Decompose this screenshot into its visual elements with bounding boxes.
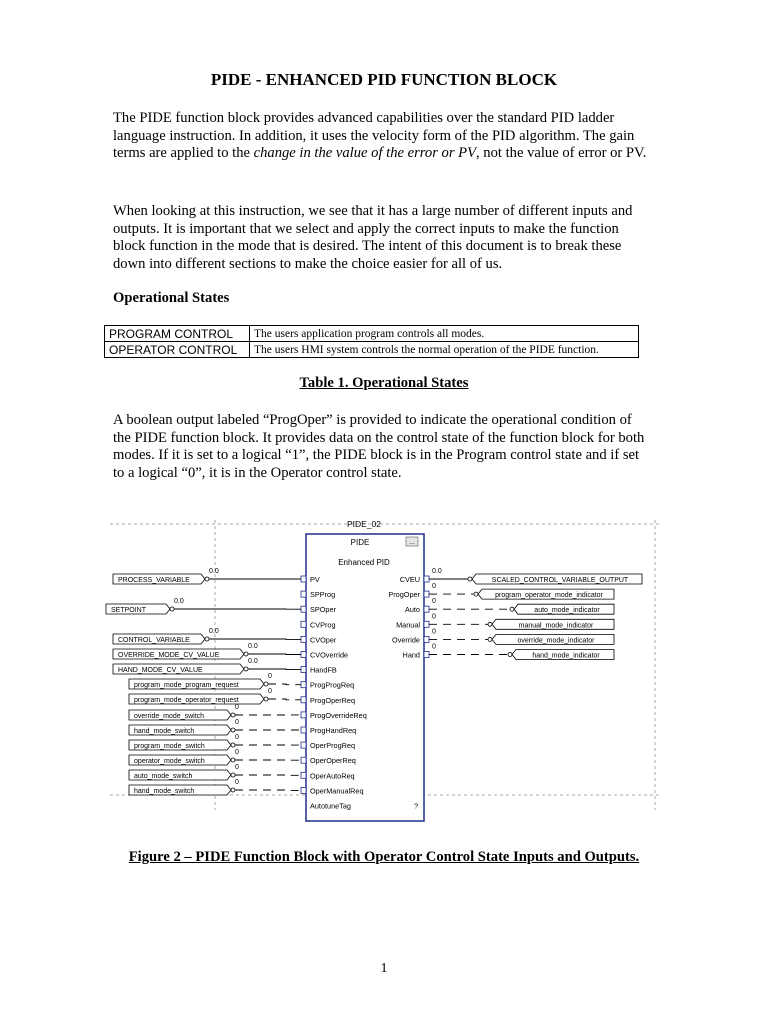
input-tag-value: 0 — [235, 734, 239, 741]
input-tag-value: 0 — [235, 779, 239, 786]
connector-dot — [244, 652, 248, 656]
output-tag-value: 0 — [432, 628, 436, 636]
connector-dot — [244, 667, 248, 671]
input-pin-label: CVOverride — [310, 650, 349, 660]
input-pin-label: ProgOperReq — [310, 695, 356, 705]
input-pin-marker — [301, 591, 306, 597]
output-tag-label: override_mode_indicator — [517, 637, 595, 645]
output-pin-marker — [424, 636, 429, 642]
input-tag-value: 0.0 — [209, 628, 219, 635]
input-pin-label: ProgOverrideReq — [310, 710, 367, 720]
output-tag-label: auto_mode_indicator — [534, 607, 600, 615]
input-tag-label: program_mode_program_request — [134, 682, 239, 689]
description-cell: The users HMI system controls the normal operation of the PIDE function. — [250, 342, 639, 358]
input-pin-marker — [301, 606, 306, 612]
input-tag-value: 0 — [235, 764, 239, 771]
input-tag-label: program_mode_operator_request — [134, 697, 239, 704]
input-tag-label: operator_mode_switch — [134, 758, 205, 765]
input-pin-label: AutotuneTag — [310, 801, 351, 811]
output-tag-label: hand_mode_indicator — [532, 652, 600, 660]
input-tag-label: hand_mode_switch — [134, 788, 195, 795]
connector-dot — [264, 682, 268, 686]
state-cell: PROGRAM CONTROL — [105, 326, 250, 342]
connector-dot — [264, 697, 268, 701]
input-pin-marker — [301, 757, 306, 763]
input-pin-label: HandFB — [310, 665, 337, 675]
output-tag-value: 0.0 — [432, 568, 442, 575]
section-heading: Operational States — [113, 290, 230, 306]
input-pin-label: PV — [310, 575, 320, 584]
input-tag-value: 0.0 — [248, 643, 258, 650]
input-pin-marker — [301, 636, 306, 642]
output-tag-value: 0 — [432, 583, 436, 591]
page-number: 1 — [380, 961, 388, 976]
output-pin-label: Auto — [404, 605, 420, 615]
state-cell: OPERATOR CONTROL — [105, 342, 250, 358]
connector-dot — [231, 743, 235, 747]
connector-dot — [231, 758, 235, 762]
document-title: PIDE - ENHANCED PID FUNCTION BLOCK — [210, 70, 558, 89]
intro-paragraph — [113, 110, 653, 163]
output-pin-marker — [424, 606, 429, 612]
connector-dot — [231, 728, 235, 732]
output-pin-marker — [424, 576, 429, 582]
pide-block-diagram — [0, 510, 768, 840]
input-tag-value: 0 — [235, 704, 239, 711]
output-pin-marker — [424, 652, 429, 658]
output-pin-label: Manual — [396, 620, 420, 630]
output-pin-marker — [424, 591, 429, 597]
input-pin-marker — [301, 652, 306, 658]
input-pin-label: CVProg — [310, 620, 336, 630]
autotune-value: ? — [413, 801, 418, 811]
input-pin-marker — [301, 621, 306, 627]
connector-dot — [205, 637, 209, 641]
input-pin-label: SPOper — [310, 605, 336, 615]
input-pin-label: ProgHandReq — [310, 726, 357, 735]
output-tag-label: program_operator_mode_indicator — [495, 592, 603, 600]
input-tag-value: 0.0 — [209, 568, 219, 575]
input-pin-marker — [301, 727, 306, 733]
figure-caption: Figure 2 – PIDE Function Block with Operator Control State Inputs and Outputs. — [128, 849, 640, 865]
connector-dot — [231, 713, 235, 717]
input-pin-marker — [301, 667, 306, 673]
input-pin-label: OperProgReq — [310, 741, 356, 751]
input-tag-value: 0.0 — [248, 658, 258, 665]
input-pin-marker — [301, 682, 306, 688]
input-pin-marker — [301, 697, 306, 703]
input-pin-marker — [301, 712, 306, 718]
input-tag-label: hand_mode_switch — [134, 728, 195, 735]
output-tag-label: manual_mode_indicator — [518, 622, 594, 630]
output-tag-value: 0 — [432, 613, 436, 621]
input-tag-value: 0 — [268, 688, 272, 695]
connector-dot — [468, 577, 472, 581]
block-type: PIDE — [350, 538, 370, 547]
connector-dot — [231, 788, 235, 792]
output-pin-label: Override — [392, 635, 420, 645]
connector-dot — [205, 577, 209, 581]
input-tag-value: 0 — [235, 749, 239, 756]
input-tag-label: SETPOINT — [111, 607, 147, 614]
input-pin-marker — [301, 787, 306, 793]
input-tag-value: 0 — [235, 719, 239, 726]
input-wire — [248, 669, 301, 670]
input-tag-value: 0.0 — [174, 598, 184, 605]
input-pin-label: CVOper — [310, 635, 337, 645]
input-pin-marker — [301, 742, 306, 748]
output-tag-value: 0 — [432, 643, 436, 651]
input-tag-value: 0 — [268, 673, 272, 680]
input-pin-marker — [301, 576, 306, 582]
table-caption: Table 1. Operational States — [299, 375, 469, 391]
input-pin-label: ProgProgReq — [310, 680, 355, 690]
input-wire — [268, 684, 301, 685]
connector-dot — [231, 773, 235, 777]
input-tag-label: override_mode_switch — [134, 713, 205, 720]
connector-dot — [510, 607, 514, 611]
description-cell: The users application program controls all modes. — [250, 326, 639, 342]
output-pin-marker — [424, 621, 429, 627]
intro-emphasis: change in the value of the error or PV — [253, 145, 476, 162]
input-tag-label: CONTROL_VARIABLE — [118, 637, 190, 644]
output-pin-label: ProgOper — [388, 590, 420, 600]
connector-dot — [474, 592, 478, 596]
input-pin-marker — [301, 772, 306, 778]
input-pin-label: OperManualReq — [310, 786, 364, 796]
input-pin-label: SPProg — [310, 590, 336, 600]
table-row — [105, 326, 639, 342]
input-wire — [268, 699, 301, 700]
output-tag-label: SCALED_CONTROL_VARIABLE_OUTPUT — [491, 577, 629, 584]
output-pin-label: CVEU — [399, 575, 420, 584]
input-pin-label: OperOperReq — [310, 756, 356, 766]
operational-states-table — [104, 325, 639, 358]
block-tag: PIDE_02 — [346, 519, 382, 529]
input-tag-label: PROCESS_VARIABLE — [118, 577, 190, 584]
connector-dot — [488, 637, 492, 641]
ellipsis-label: ... — [409, 539, 415, 546]
connector-dot — [508, 653, 512, 657]
output-pin-label: Hand — [402, 650, 420, 660]
progoper-paragraph: A boolean output labeled “ProgOper” is provided to indicate the operational condition of the PIDE function block. It provides data on the control state of the function block for both modes. If it is set to a logical “1”, the PIDE block is in the Program control state and if set to a logical “0”, it is in the Operator control state. — [113, 412, 645, 481]
input-tag-label: auto_mode_switch — [134, 773, 193, 780]
connector-dot — [488, 622, 492, 626]
connector-dot — [170, 607, 174, 611]
input-tag-label: HAND_MODE_CV_VALUE — [118, 667, 203, 674]
intro-text-2: , not the value of error or PV. — [476, 145, 647, 162]
table-row — [105, 342, 639, 358]
output-tag-value: 0 — [432, 598, 436, 606]
input-tag-label: program_mode_switch — [134, 743, 205, 750]
input-wire — [248, 654, 301, 655]
intro-text-1: The PIDE function block provides advanced capabilities over the standard PID ladder language instruction. In addition, it uses the velocity form of the PID algorithm. The gain terms are applied to the — [113, 110, 635, 162]
input-pin-label: OperAutoReq — [310, 771, 355, 781]
block-subtitle: Enhanced PID — [338, 558, 390, 567]
input-tag-label: OVERRIDE_MODE_CV_VALUE — [118, 652, 220, 659]
inputs-paragraph: When looking at this instruction, we see that it has a large number of different inputs and outputs. It is important that we select and apply the correct inputs to make the function block function in the mode that is desired. The intent of this document is to break these down into different sections to make the choice easier for all of us. — [113, 203, 633, 272]
